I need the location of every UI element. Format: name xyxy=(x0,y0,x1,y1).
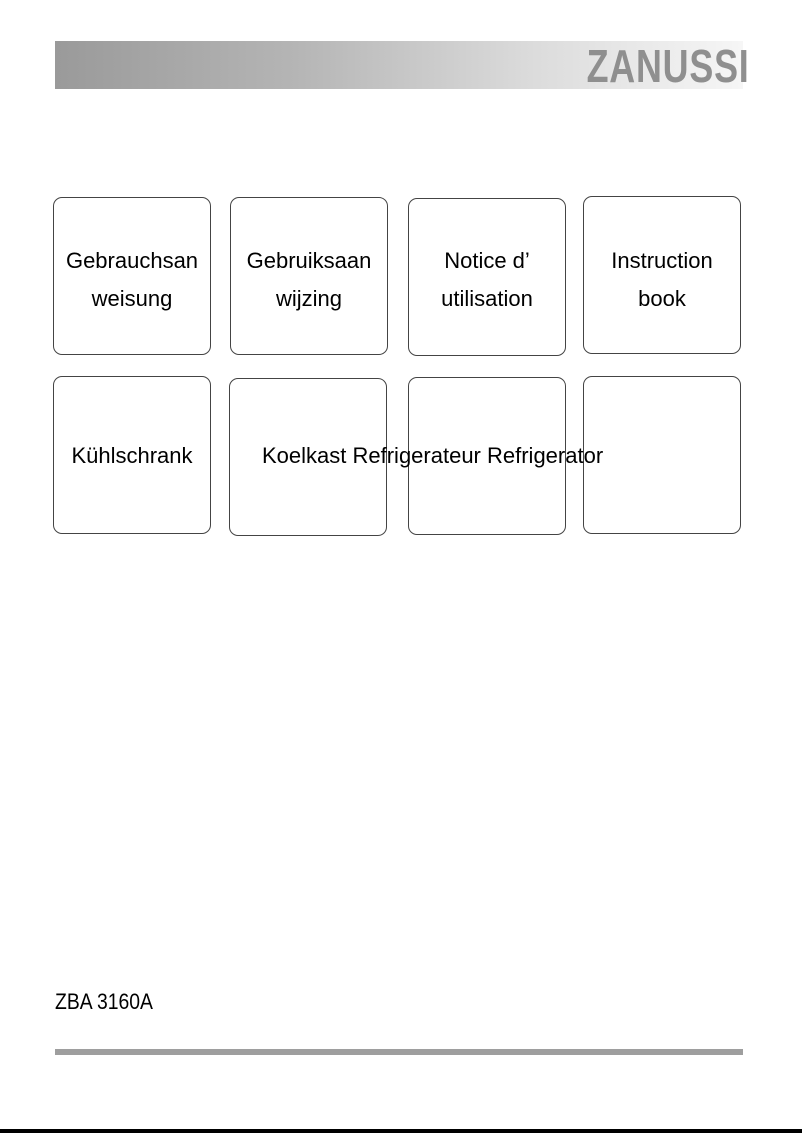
model-number: ZBA 3160A xyxy=(55,989,153,1014)
manual-title-nl xyxy=(231,242,387,318)
manual-title-line2: book xyxy=(638,286,686,311)
manual-title-de xyxy=(54,242,210,318)
manual-title-en xyxy=(584,242,740,318)
manual-title-line1: Instruction xyxy=(611,248,713,273)
manual-title-line2: utilisation xyxy=(441,286,533,311)
manual-title-line2: wijzing xyxy=(275,286,343,311)
footer-bar xyxy=(55,1049,743,1055)
manual-title-box-de xyxy=(53,197,211,355)
product-name-de: Kühlschrank xyxy=(71,443,193,468)
manual-title-line1: Notice d’ xyxy=(444,248,530,273)
manual-title-box-en xyxy=(583,196,741,354)
manual-title-box-nl xyxy=(230,197,388,355)
brand-logo: ZANUSSI xyxy=(586,40,750,92)
manual-title-box-fr xyxy=(408,198,566,356)
manual-title-line2: weisung xyxy=(91,286,173,311)
product-box-de xyxy=(53,376,211,534)
product-names-other-languages: Koelkast Refrigerateur Refrigerator xyxy=(262,443,604,468)
manual-title-fr xyxy=(409,242,565,318)
product-box-en xyxy=(583,376,741,534)
manual-title-line1: Gebruiksaan xyxy=(246,248,372,273)
page-bottom-edge xyxy=(0,1129,802,1133)
manual-title-line1: Gebrauchsan xyxy=(65,248,199,273)
